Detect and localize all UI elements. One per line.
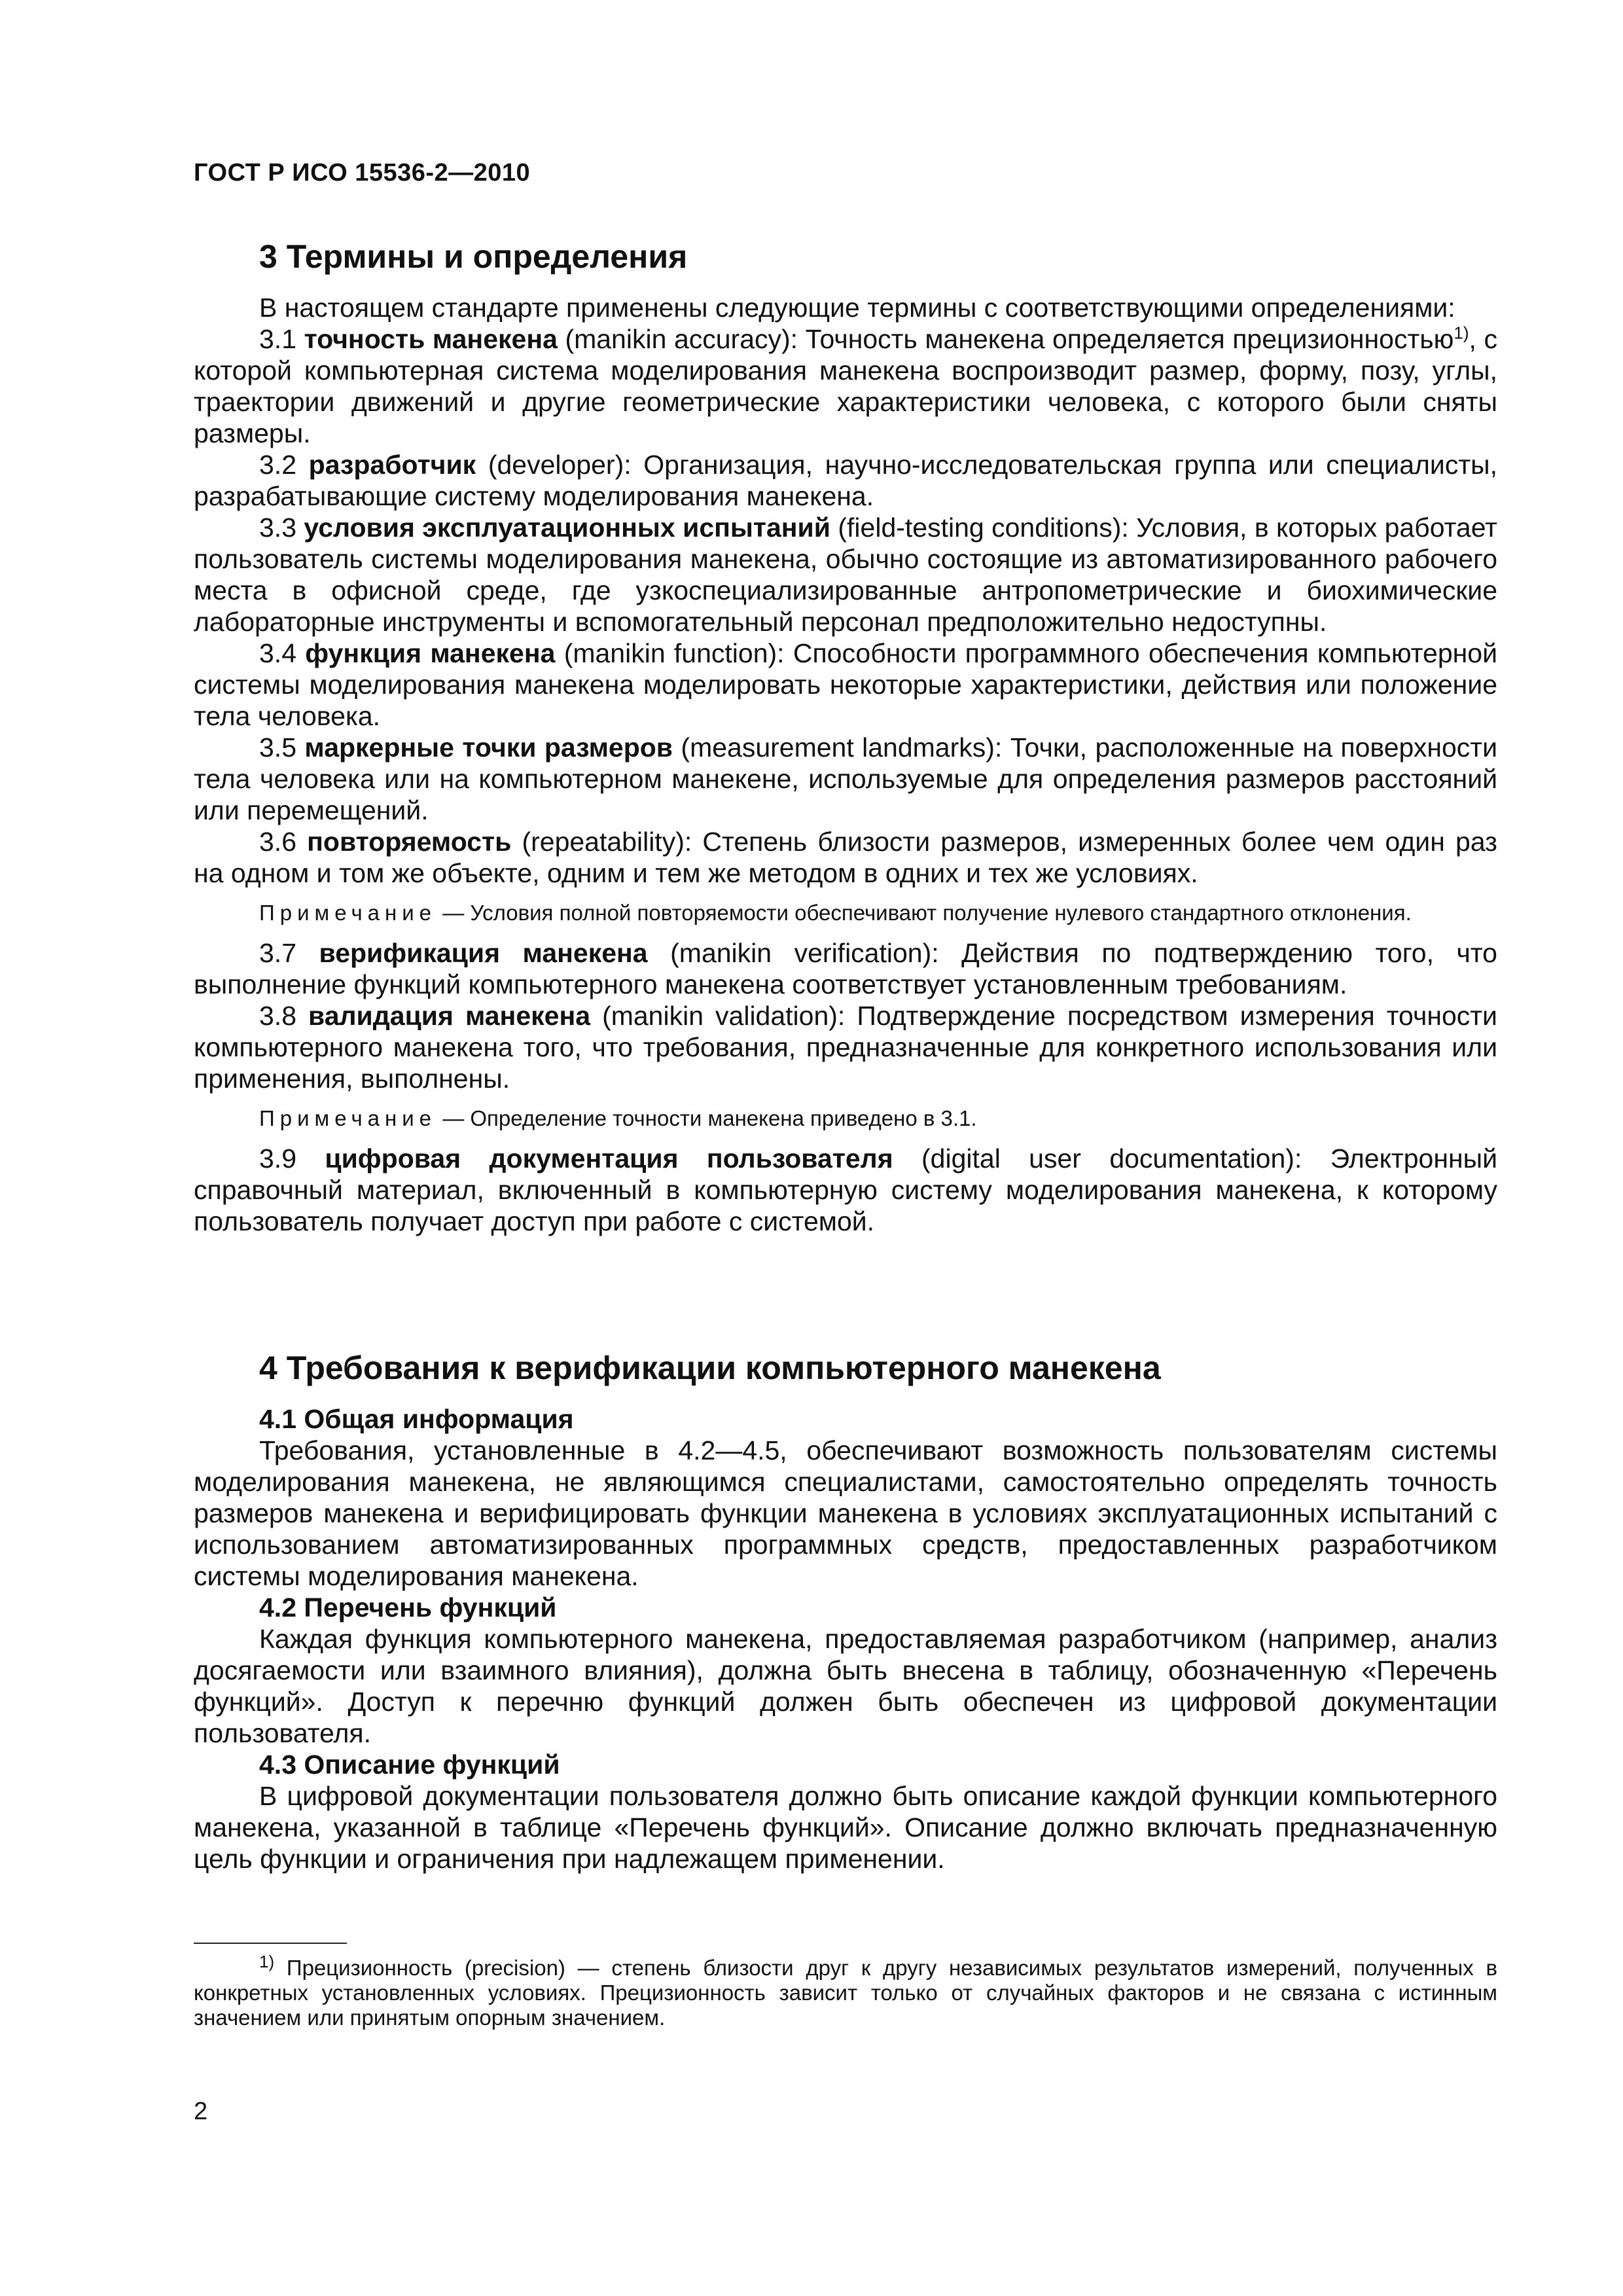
term-name: точность манекена: [304, 324, 558, 354]
note-text: — Определение точности манекена приведено в 3.1.: [442, 1106, 977, 1130]
term-definition-cont: , с которой компьютерная система моделирования манекена воспроизводит размер, форму, позу, углы, траектории движений и другие геометрические характеристики человека, с которого были сняты размеры.: [194, 324, 1497, 448]
footnote: [194, 1952, 1497, 2030]
term-3-5: [194, 732, 1497, 826]
term-3-9: [194, 1143, 1497, 1237]
term-number: 3.2: [259, 450, 296, 480]
term-name: разработчик: [308, 450, 476, 480]
term-definition: Степень близости размеров, измеренных более чем один раз на одном и том же объекте, одним и тем же методом в одних и тех же условиях.: [194, 827, 1497, 888]
term-english: (repeatability):: [522, 827, 692, 857]
term-definition: Условия, в которых работает пользователь системы моделирования манекена, обычно состоящие из автоматизированного рабочего места в офисной среде, где узкоспециализированные антропометрические и биохимические лабораторные инструменты и вспомогательный персонал предположительно недоступны.: [194, 512, 1497, 637]
subsection-4-2-text: Каждая функция компьютерного манекена, предоставляемая разработчиком (например, анализ досягаемости или взаимного влияния), должна быть внесена в таблицу, обозначенную «Перечень функций». Доступ к перечню функций должен быть обеспечен из цифровой документации пользователя.: [194, 1624, 1497, 1748]
term-name: условия эксплуатационных испытаний: [304, 512, 830, 543]
term-3-8: [194, 1000, 1497, 1094]
term-english: (manikin verification):: [670, 938, 939, 968]
note-label: Примечание: [259, 901, 437, 925]
subsection-4-3-text: В цифровой документации пользователя должно быть описание каждой функции компьютерного манекена, указанной в таблице «Перечень функций». Описание должно включать предназначенную цель функции и ограничения при надлежащем применении.: [194, 1781, 1497, 1874]
footnote-mark: 1): [259, 1952, 275, 1971]
section-3: [194, 237, 1497, 1237]
term-english: (measurement landmarks):: [681, 732, 1003, 762]
term-number: 3.1: [259, 324, 296, 354]
term-english: (field-testing conditions):: [838, 512, 1129, 543]
footnote-text: Прецизионность (precision) — степень близости друг к другу независимых результатов измерений, полученных в конкретных установленных условиях. Прецизионность зависит только от случайных факторов и не связана с истинным значением или принятым опорным значением.: [194, 1956, 1497, 2030]
term-english: (developer):: [488, 450, 632, 480]
term-english: (manikin validation):: [602, 1001, 846, 1031]
section-3-title: 3 Термины и определения: [259, 238, 688, 275]
section-4-title: 4 Требования к верификации компьютерного манекена: [259, 1350, 1161, 1386]
term-number: 3.7: [259, 938, 296, 968]
term-name: верификация манекена: [319, 938, 648, 968]
term-name: цифровая документация пользователя: [325, 1143, 893, 1174]
subsection-4-1-text: Требования, установленные в 4.2—4.5, обеспечивают возможность пользователям системы моделирования манекена, не являющимся специалистами, самостоятельно определять точность размеров манекена и верифицировать функции манекена в условиях эксплуатационных испытаний с использованием автоматизированных программных средств, предоставленных разработчиком системы моделирования манекена.: [194, 1435, 1497, 1591]
term-number: 3.4: [259, 638, 296, 668]
term-number: 3.6: [259, 827, 296, 857]
subsection-4-1-title: 4.1 Общая информация: [259, 1404, 574, 1434]
term-3-4: [194, 637, 1497, 732]
term-definition: Точность манекена определяется прецизионностью: [805, 324, 1454, 354]
note-text: — Условия полной повторяемости обеспечивают получение нулевого стандартного отклонения.: [442, 901, 1412, 925]
term-name: валидация манекена: [308, 1001, 591, 1031]
term-3-6: [194, 826, 1497, 889]
subsection-4-3-title: 4.3 Описание функций: [259, 1749, 560, 1780]
section-4: [194, 1348, 1497, 1874]
term-number: 3.8: [259, 1001, 296, 1031]
term-english: (manikin accuracy):: [565, 324, 798, 354]
note-label: Примечание: [259, 1106, 437, 1130]
term-number: 3.9: [259, 1143, 296, 1174]
term-number: 3.3: [259, 512, 296, 543]
term-definition: Действия по подтверждению того, что выполнение функций компьютерного манекена соответствует установленным требованиям.: [194, 938, 1497, 999]
standard-designation: ГОСТ Р ИСО 15536-2—2010: [194, 159, 531, 187]
footnote-ref: 1): [1454, 323, 1469, 343]
term-definition: Точки, расположенные на поверхности тела человека или на компьютерном манекене, используемые для определения размеров расстояний или перемещений.: [194, 732, 1497, 825]
term-english: (digital user documentation):: [921, 1143, 1302, 1174]
term-definition: Способности программного обеспечения компьютерной системы моделирования манекена моделировать некоторые характеристики, действия или положение тела человека.: [194, 638, 1497, 731]
term-definition: Организация, научно-исследовательская группа или специалисты, разрабатывающие систему моделирования манекена.: [194, 450, 1497, 511]
term-name: маркерные точки размеров: [304, 732, 673, 762]
term-3-7: [194, 937, 1497, 1000]
term-definition: Электронный справочный материал, включенный в компьютерную систему моделирования манекена, к которому пользователь получает доступ при работе с системой.: [194, 1143, 1498, 1236]
term-number: 3.5: [259, 732, 296, 762]
footnote-divider: [194, 1943, 347, 1944]
page-number: 2: [194, 2098, 208, 2125]
subsection-4-2-title: 4.2 Перечень функций: [259, 1592, 557, 1623]
term-english: (manikin function):: [563, 638, 785, 668]
term-3-1: [194, 323, 1497, 449]
term-3-2: [194, 449, 1497, 512]
term-name: повторяемость: [307, 827, 512, 857]
term-3-3: [194, 512, 1497, 637]
term-definition: Подтверждение посредством измерения точности компьютерного манекена того, что требования, предназначенные для конкретного использования или применения, выполнены.: [194, 1001, 1497, 1094]
section-3-intro: В настоящем стандарте применены следующие термины с соответствующими определениями:: [259, 293, 1455, 323]
note-repeatability: [194, 898, 1497, 928]
note-accuracy: [194, 1103, 1497, 1134]
term-name: функция манекена: [305, 638, 556, 668]
